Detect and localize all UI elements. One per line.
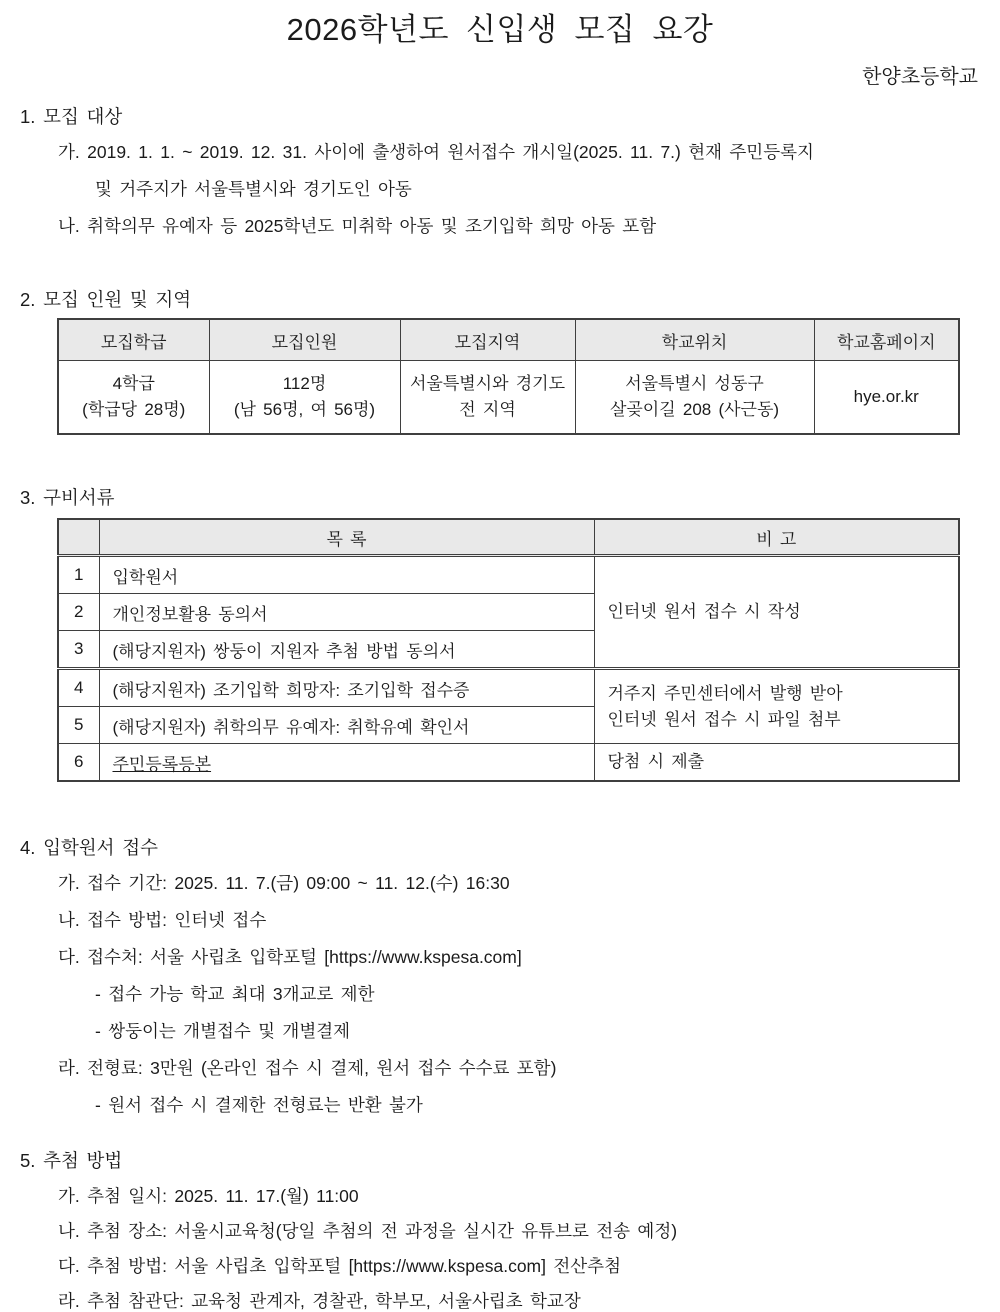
document-name: 입학원서 <box>99 556 594 594</box>
section-5-heading: 5. 추첨 방법 <box>20 1150 123 1171</box>
section-1-item-ga-continued: 및 거주지가 서울특별시와 경기도인 아동 <box>95 179 412 199</box>
document-row-6 <box>58 744 959 782</box>
section-4-item-na: 나. 접수 방법: 인터넷 접수 <box>58 910 267 930</box>
cell-count-line2: (남 56명, 여 56명) <box>233 400 376 419</box>
col-header-region: 모집지역 <box>400 319 575 361</box>
section-5-item-ga: 가. 추첨 일시: 2025. 11. 17.(월) 11:00 <box>58 1186 359 1206</box>
section-4-body <box>20 872 980 1116</box>
school-name: 한양초등학교 <box>862 66 978 88</box>
col-header-note: 비 고 <box>594 519 959 556</box>
section-5-item-na: 나. 추첨 장소: 서울시교육청(당일 추첨의 전 과정을 실시간 유튜브로 전송 예정) <box>58 1221 678 1241</box>
cell-region-line2: 전 지역 <box>459 400 516 419</box>
section-4-item-da: 다. 접수처: 서울 사립초 입학포털 [https://www.kspesa.com] <box>58 947 522 967</box>
section-4-item-ga: 가. 접수 기간: 2025. 11. 7.(금) 09:00 ~ 11. 12.(수) 16:30 <box>58 873 510 893</box>
note-row-6: 당첨 시 제출 <box>594 744 959 782</box>
col-header-homepage: 학교홈페이지 <box>814 319 959 361</box>
required-documents-table <box>57 518 960 782</box>
recruitment-table-header-row <box>58 319 959 361</box>
col-header-list: 목 록 <box>99 519 594 556</box>
cell-region <box>400 361 575 435</box>
col-header-count: 모집인원 <box>209 319 400 361</box>
document-name: (해당지원자) 조기입학 희망자: 조기입학 접수증 <box>99 669 594 707</box>
page-title: 2026학년도 신입생 모집 요강 <box>286 12 714 47</box>
note-rows-1-3: 인터넷 원서 접수 시 작성 <box>594 556 959 669</box>
note-rows-4-5-line1: 거주지 주민센터에서 발행 받아 <box>607 683 843 703</box>
document-name: (해당지원자) 쌍둥이 지원자 추첨 방법 동의서 <box>99 631 594 669</box>
section-1-item-na: 나. 취학의무 유예자 등 2025학년도 미취학 아동 및 조기입학 희망 아동 포함 <box>58 216 657 236</box>
document-name: 개인정보활용 동의서 <box>99 594 594 631</box>
section-1-heading: 1. 모집 대상 <box>20 106 123 127</box>
cell-location-line1: 서울특별시 성동구 <box>625 374 764 393</box>
recruitment-table <box>57 318 960 435</box>
section-5-item-ra: 라. 추첨 참관단: 교육청 관계자, 경찰관, 학부모, 서울사립초 학교장 <box>58 1291 581 1311</box>
cell-classes <box>58 361 209 435</box>
cell-location-line2: 살곶이길 208 (사근동) <box>609 400 780 419</box>
row-number: 5 <box>58 707 99 744</box>
section-4-subitem-3: - 원서 접수 시 결제한 전형료는 반환 불가 <box>95 1095 423 1115</box>
cell-count-line1: 112명 <box>282 374 327 393</box>
documents-table-header-row <box>58 519 959 556</box>
document-name: (해당지원자) 취학의무 유예자: 취학유예 확인서 <box>99 707 594 744</box>
section-4-subitem-1: - 접수 가능 학교 최대 3개교로 제한 <box>95 984 375 1004</box>
col-header-number <box>58 519 99 556</box>
row-number: 6 <box>58 744 99 782</box>
note-rows-4-5 <box>594 669 959 744</box>
cell-classes-line1: 4학급 <box>112 374 155 393</box>
row-number: 2 <box>58 594 99 631</box>
document-row-4 <box>58 669 959 707</box>
recruitment-table-data-row <box>58 361 959 435</box>
col-header-location: 학교위치 <box>575 319 814 361</box>
cell-homepage: hye.or.kr <box>814 361 959 435</box>
section-5-item-da: 다. 추첨 방법: 서울 사립초 입학포털 [https://www.kspesa.com] 전산추첨 <box>58 1256 621 1276</box>
document-name <box>99 744 594 782</box>
cell-classes-line2: (학급당 28명) <box>82 400 186 419</box>
row-number: 3 <box>58 631 99 669</box>
document-name-underlined: 주민등록등본 <box>112 754 212 774</box>
section-2-heading: 2. 모집 인원 및 지역 <box>20 289 192 310</box>
section-4-heading: 4. 입학원서 접수 <box>20 837 158 858</box>
section-1-item-ga: 가. 2019. 1. 1. ~ 2019. 12. 31. 사이에 출생하여 원서접수 개시일(2025. 11. 7.) 현재 주민등록지 <box>58 142 814 162</box>
section-4-item-ra: 라. 전형료: 3만원 (온라인 접수 시 결제, 원서 접수 수수료 포함) <box>58 1058 557 1078</box>
section-5-body <box>20 1185 980 1312</box>
cell-region-line1: 서울특별시와 경기도 <box>409 374 566 393</box>
row-number: 4 <box>58 669 99 707</box>
document-row-1 <box>58 556 959 594</box>
note-rows-4-5-line2: 인터넷 원서 접수 시 파일 첨부 <box>607 709 841 729</box>
section-4-subitem-2: - 쌍둥이는 개별접수 및 개별결제 <box>95 1021 351 1041</box>
cell-count <box>209 361 400 435</box>
row-number: 1 <box>58 556 99 594</box>
col-header-classes: 모집학급 <box>58 319 209 361</box>
cell-location <box>575 361 814 435</box>
section-3-heading: 3. 구비서류 <box>20 487 115 508</box>
